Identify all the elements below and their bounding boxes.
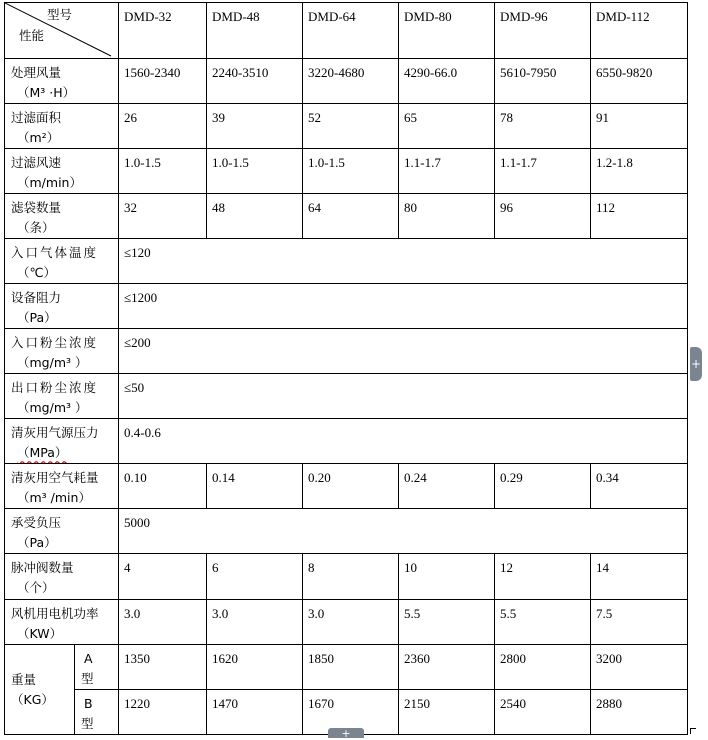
row-label: 入口粉尘浓度 （mg/m³ ） [5,329,119,374]
row-label: 过滤风速 （m/min） [5,149,119,194]
table-cell: 4290-66.0 [399,59,495,104]
table-cell: 1.0-1.5 [119,149,207,194]
table-cell: 2800 [495,645,591,690]
table-row [5,239,688,284]
merged-cell: ≤120 [119,239,688,284]
table-cell: 1350 [119,645,207,690]
model-header: DMD-112 [591,3,688,59]
corner-performance-label: 性能 [19,28,45,43]
table-cell: 32 [119,194,207,239]
add-column-button[interactable]: + [690,347,702,381]
table-row [5,284,688,329]
corner-model-label: 型号 [47,7,73,22]
table-cell: 0.20 [303,464,399,509]
row-label: 出口粉尘浓度 （mg/m³ ） [5,374,119,419]
table-row [5,509,688,554]
merged-cell: ≤200 [119,329,688,374]
row-label: 风机用电机功率 （KW） [5,600,119,645]
table-cell: 2150 [399,690,495,735]
table-cell: 91 [591,104,688,149]
table-cell: 7.5 [591,600,688,645]
table-row [5,194,688,239]
model-header: DMD-96 [495,3,591,59]
table-cell: 65 [399,104,495,149]
table-row [5,104,688,149]
table-cell: 2540 [495,690,591,735]
table-cell: 0.10 [119,464,207,509]
table-cell: 3.0 [119,600,207,645]
add-row-button[interactable]: + [328,728,364,738]
table-cell: 1.0-1.5 [303,149,399,194]
row-label: 清灰用气源压力 （MPa） [5,419,119,464]
table-cell: 1850 [303,645,399,690]
row-label: 设备阻力 （Pa） [5,284,119,329]
table-cell: 3.0 [303,600,399,645]
table-row [5,149,688,194]
table-cell: 6 [207,554,303,600]
table-row [5,419,688,464]
table-cell: 1560-2340 [119,59,207,104]
model-header: DMD-48 [207,3,303,59]
table-cell: 26 [119,104,207,149]
table-cell: 1220 [119,690,207,735]
type-a-label: A 型 [75,645,119,690]
table-row [5,600,688,645]
table-row [5,59,688,104]
merged-cell: ≤50 [119,374,688,419]
table-row [5,329,688,374]
table-cell: 1.1-1.7 [399,149,495,194]
type-b-label: B 型 [75,690,119,735]
table-cell: 5610-7950 [495,59,591,104]
weight-label: 重量 （KG） [5,645,75,735]
corner-header-cell [5,3,119,59]
row-label: 承受负压 （Pa） [5,509,119,554]
table-row [5,464,688,509]
row-label: 脉冲阀数量 （个） [5,554,119,600]
table-cell: 1620 [207,645,303,690]
table-cell: 6550-9820 [591,59,688,104]
table-cell: 1.1-1.7 [495,149,591,194]
table-cell: 4 [119,554,207,600]
table-cell: 1670 [303,690,399,735]
row-label: 入口气体温度 （℃） [5,239,119,284]
table-cell: 2360 [399,645,495,690]
table-cell: 48 [207,194,303,239]
table-cell: 96 [495,194,591,239]
table-cell: 0.29 [495,464,591,509]
row-label: 清灰用空气耗量 （m³ /min） [5,464,119,509]
table-cell: 1470 [207,690,303,735]
table-cell: 2880 [591,690,688,735]
table-row [5,374,688,419]
table-cell: 64 [303,194,399,239]
table-cell: 12 [495,554,591,600]
table-cell: 3200 [591,645,688,690]
model-header: DMD-64 [303,3,399,59]
table-cell: 5.5 [495,600,591,645]
table-cell: 78 [495,104,591,149]
table-cell: 10 [399,554,495,600]
table-cell: 3.0 [207,600,303,645]
row-label: 处理风量 （M³ ·H） [5,59,119,104]
table-cell: 52 [303,104,399,149]
table-cell: 0.14 [207,464,303,509]
table-cell: 80 [399,194,495,239]
merged-cell: ≤1200 [119,284,688,329]
table-resize-handle-corner[interactable] [690,728,691,734]
table-cell: 8 [303,554,399,600]
model-header: DMD-80 [399,3,495,59]
table-cell: 1.2-1.8 [591,149,688,194]
table-cell: 1.0-1.5 [207,149,303,194]
merged-cell: 0.4-0.6 [119,419,688,464]
table-row [5,554,688,600]
row-label: 滤袋数量 （条） [5,194,119,239]
merged-cell: 5000 [119,509,688,554]
table-cell: 0.34 [591,464,688,509]
spec-table[interactable] [4,2,688,735]
table-cell: 5.5 [399,600,495,645]
header-row [5,3,688,59]
table-cell: 112 [591,194,688,239]
model-header: DMD-32 [119,3,207,59]
table-cell: 39 [207,104,303,149]
table-cell: 2240-3510 [207,59,303,104]
row-label: 过滤面积 （m²） [5,104,119,149]
weight-row-a [5,645,688,690]
table-cell: 3220-4680 [303,59,399,104]
table-cell: 0.24 [399,464,495,509]
table-cell: 14 [591,554,688,600]
